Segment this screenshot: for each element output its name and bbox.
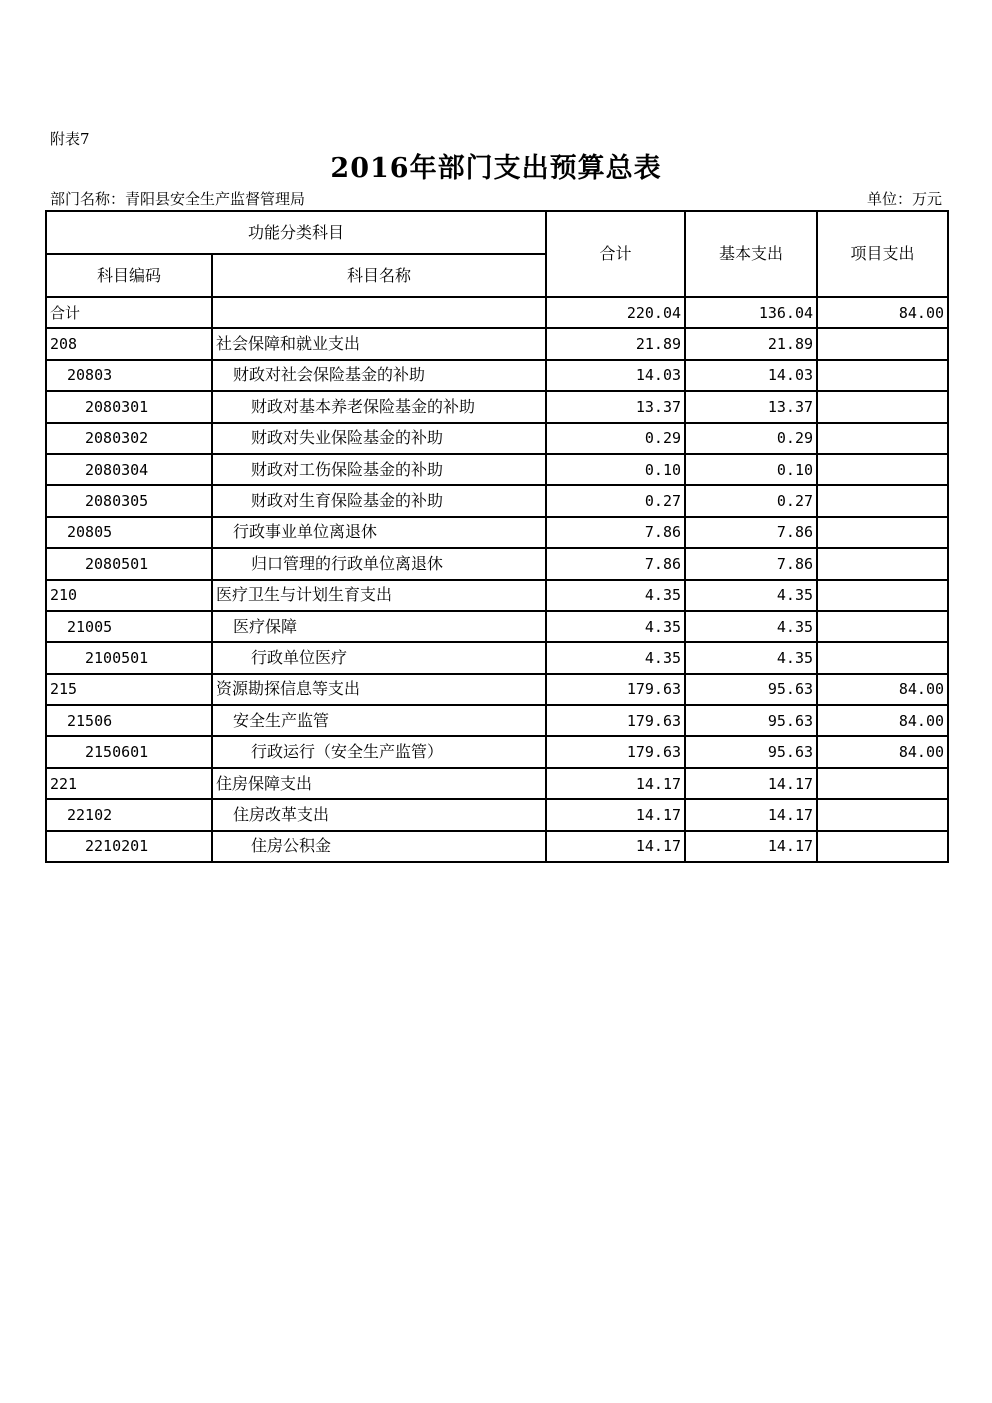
cell-total: 14.17 xyxy=(546,799,685,830)
cell-code: 合计 xyxy=(46,297,212,328)
cell-name: 医疗保障 xyxy=(212,611,546,642)
cell-total: 14.03 xyxy=(546,360,685,391)
cell-project xyxy=(817,328,948,359)
cell-code: 221 xyxy=(46,768,212,799)
cell-basic: 7.86 xyxy=(685,517,817,548)
cell-name: 社会保障和就业支出 xyxy=(212,328,546,359)
cell-project xyxy=(817,831,948,862)
cell-total: 7.86 xyxy=(546,548,685,579)
cell-total: 7.86 xyxy=(546,517,685,548)
table-row xyxy=(46,485,948,516)
cell-project xyxy=(817,642,948,673)
cell-basic: 7.86 xyxy=(685,548,817,579)
cell-total: 14.17 xyxy=(546,831,685,862)
cell-project xyxy=(817,548,948,579)
cell-basic: 4.35 xyxy=(685,642,817,673)
cell-name: 行政单位医疗 xyxy=(212,642,546,673)
cell-total: 4.35 xyxy=(546,642,685,673)
cell-total: 179.63 xyxy=(546,674,685,705)
cell-name: 行政事业单位离退休 xyxy=(212,517,546,548)
table-row xyxy=(46,705,948,736)
cell-name: 住房公积金 xyxy=(212,831,546,862)
table-row xyxy=(46,297,948,328)
cell-total: 4.35 xyxy=(546,580,685,611)
cell-name: 财政对生育保险基金的补助 xyxy=(212,485,546,516)
cell-total: 0.27 xyxy=(546,485,685,516)
table-row xyxy=(46,611,948,642)
cell-name: 归口管理的行政单位离退休 xyxy=(212,548,546,579)
cell-name: 行政运行（安全生产监管） xyxy=(212,736,546,767)
cell-basic: 95.63 xyxy=(685,736,817,767)
cell-code: 20805 xyxy=(46,517,212,548)
header-row-1 xyxy=(46,211,948,254)
table-row xyxy=(46,328,948,359)
cell-name: 财政对工伤保险基金的补助 xyxy=(212,454,546,485)
cell-project xyxy=(817,454,948,485)
cell-code: 22102 xyxy=(46,799,212,830)
cell-code: 2080304 xyxy=(46,454,212,485)
cell-total: 21.89 xyxy=(546,328,685,359)
cell-project: 84.00 xyxy=(817,705,948,736)
table-row xyxy=(46,674,948,705)
cell-code: 2210201 xyxy=(46,831,212,862)
cell-code: 2080301 xyxy=(46,391,212,422)
cell-basic: 14.03 xyxy=(685,360,817,391)
cell-code: 21005 xyxy=(46,611,212,642)
cell-basic: 21.89 xyxy=(685,328,817,359)
cell-basic: 14.17 xyxy=(685,768,817,799)
cell-code: 2150601 xyxy=(46,736,212,767)
cell-code: 2100501 xyxy=(46,642,212,673)
header-function-class: 功能分类科目 xyxy=(46,211,546,254)
header-total: 合计 xyxy=(546,211,685,297)
cell-total: 13.37 xyxy=(546,391,685,422)
cell-project xyxy=(817,423,948,454)
department-name: 部门名称：青阳县安全生产监督管理局 xyxy=(50,190,306,208)
table-row xyxy=(46,831,948,862)
annex-label: 附表7 xyxy=(50,130,90,148)
header-name: 科目名称 xyxy=(212,254,546,297)
table-row xyxy=(46,736,948,767)
cell-name: 财政对社会保险基金的补助 xyxy=(212,360,546,391)
cell-basic: 14.17 xyxy=(685,799,817,830)
cell-basic: 4.35 xyxy=(685,580,817,611)
cell-total: 179.63 xyxy=(546,736,685,767)
cell-basic: 0.29 xyxy=(685,423,817,454)
cell-code: 208 xyxy=(46,328,212,359)
cell-basic: 13.37 xyxy=(685,391,817,422)
header-basic: 基本支出 xyxy=(685,211,817,297)
cell-project xyxy=(817,611,948,642)
cell-code: 2080302 xyxy=(46,423,212,454)
cell-code: 2080501 xyxy=(46,548,212,579)
cell-code: 2080305 xyxy=(46,485,212,516)
cell-name: 医疗卫生与计划生育支出 xyxy=(212,580,546,611)
table-row xyxy=(46,799,948,830)
table-row xyxy=(46,517,948,548)
budget-table xyxy=(45,210,949,863)
header-code: 科目编码 xyxy=(46,254,212,297)
table-row xyxy=(46,454,948,485)
cell-basic: 0.10 xyxy=(685,454,817,485)
cell-project xyxy=(817,391,948,422)
table-row xyxy=(46,768,948,799)
cell-project: 84.00 xyxy=(817,674,948,705)
cell-project: 84.00 xyxy=(817,736,948,767)
table-row xyxy=(46,423,948,454)
cell-code: 21506 xyxy=(46,705,212,736)
cell-code: 20803 xyxy=(46,360,212,391)
cell-total: 0.10 xyxy=(546,454,685,485)
cell-total: 220.04 xyxy=(546,297,685,328)
cell-total: 179.63 xyxy=(546,705,685,736)
table-row xyxy=(46,548,948,579)
cell-basic: 0.27 xyxy=(685,485,817,516)
cell-project xyxy=(817,580,948,611)
cell-name: 安全生产监管 xyxy=(212,705,546,736)
cell-project: 84.00 xyxy=(817,297,948,328)
cell-code: 210 xyxy=(46,580,212,611)
cell-basic: 136.04 xyxy=(685,297,817,328)
cell-total: 4.35 xyxy=(546,611,685,642)
cell-code: 215 xyxy=(46,674,212,705)
page-title: 2016年部门支出预算总表 xyxy=(330,153,662,184)
cell-name: 财政对失业保险基金的补助 xyxy=(212,423,546,454)
cell-basic: 95.63 xyxy=(685,674,817,705)
cell-name: 住房保障支出 xyxy=(212,768,546,799)
table-row xyxy=(46,391,948,422)
unit-label: 单位：万元 xyxy=(866,190,942,208)
table-row xyxy=(46,580,948,611)
cell-basic: 14.17 xyxy=(685,831,817,862)
header-project: 项目支出 xyxy=(817,211,948,297)
table-row xyxy=(46,642,948,673)
cell-basic: 4.35 xyxy=(685,611,817,642)
cell-project xyxy=(817,799,948,830)
cell-project xyxy=(817,485,948,516)
cell-basic: 95.63 xyxy=(685,705,817,736)
cell-name xyxy=(212,297,546,328)
cell-total: 14.17 xyxy=(546,768,685,799)
cell-project xyxy=(817,768,948,799)
cell-project xyxy=(817,517,948,548)
cell-name: 资源勘探信息等支出 xyxy=(212,674,546,705)
cell-total: 0.29 xyxy=(546,423,685,454)
cell-name: 财政对基本养老保险基金的补助 xyxy=(212,391,546,422)
cell-project xyxy=(817,360,948,391)
table-row xyxy=(46,360,948,391)
cell-name: 住房改革支出 xyxy=(212,799,546,830)
